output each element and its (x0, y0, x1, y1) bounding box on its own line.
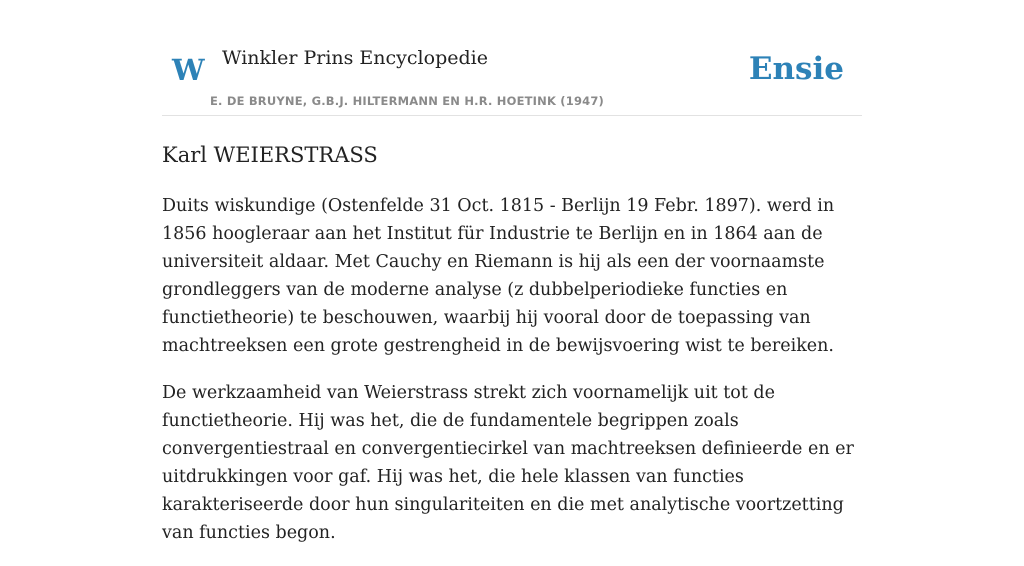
encyclopedia-authors: E. DE BRUYNE, G.B.J. HILTERMANN EN H.R. HOETINK (1947) (210, 94, 605, 108)
article-paragraph-2: De werkzaamheid van Weierstrass strekt zich voornamelijk uit tot de functietheorie. Hij was het, die de fundamentele begrippen zoals convergentiestraal en convergentiecirkel van machtreeksen definieerde en er uitdrukkingen voor gaf. Hij was het, die hele klassen van functies karakteriseerde door hun singulariteiten en die met analytische voortzetting van functies begon. (162, 383, 854, 543)
site-header (162, 0, 862, 116)
article-body (162, 192, 862, 566)
article-paragraph-1: Duits wiskundige (Ostenfelde 31 Oct. 1815 - Berlijn 19 Febr. 1897). werd in 1856 hoogleraar aan het Institut für Industrie te Berlijn en in 1864 aan de universiteit aldaar. Met Cauchy en Riemann is hij als een der voornaamste grondleggers van de moderne analyse (z dubbelperiodieke functies en functietheorie) te beschouwen, waarbij hij vooral door de toepassing van machtreeksen een grote gestrengheid in de bewijsvoering wist te bereiken. (162, 196, 835, 356)
ensie-logo-link[interactable]: Ensie (748, 51, 844, 87)
encyclopedia-logo-icon[interactable]: W (172, 53, 205, 87)
article-title: Karl WEIERSTRASS (162, 143, 378, 167)
encyclopedia-title-link[interactable]: Winkler Prins Encyclopedie (222, 47, 488, 69)
page-container (162, 0, 862, 543)
